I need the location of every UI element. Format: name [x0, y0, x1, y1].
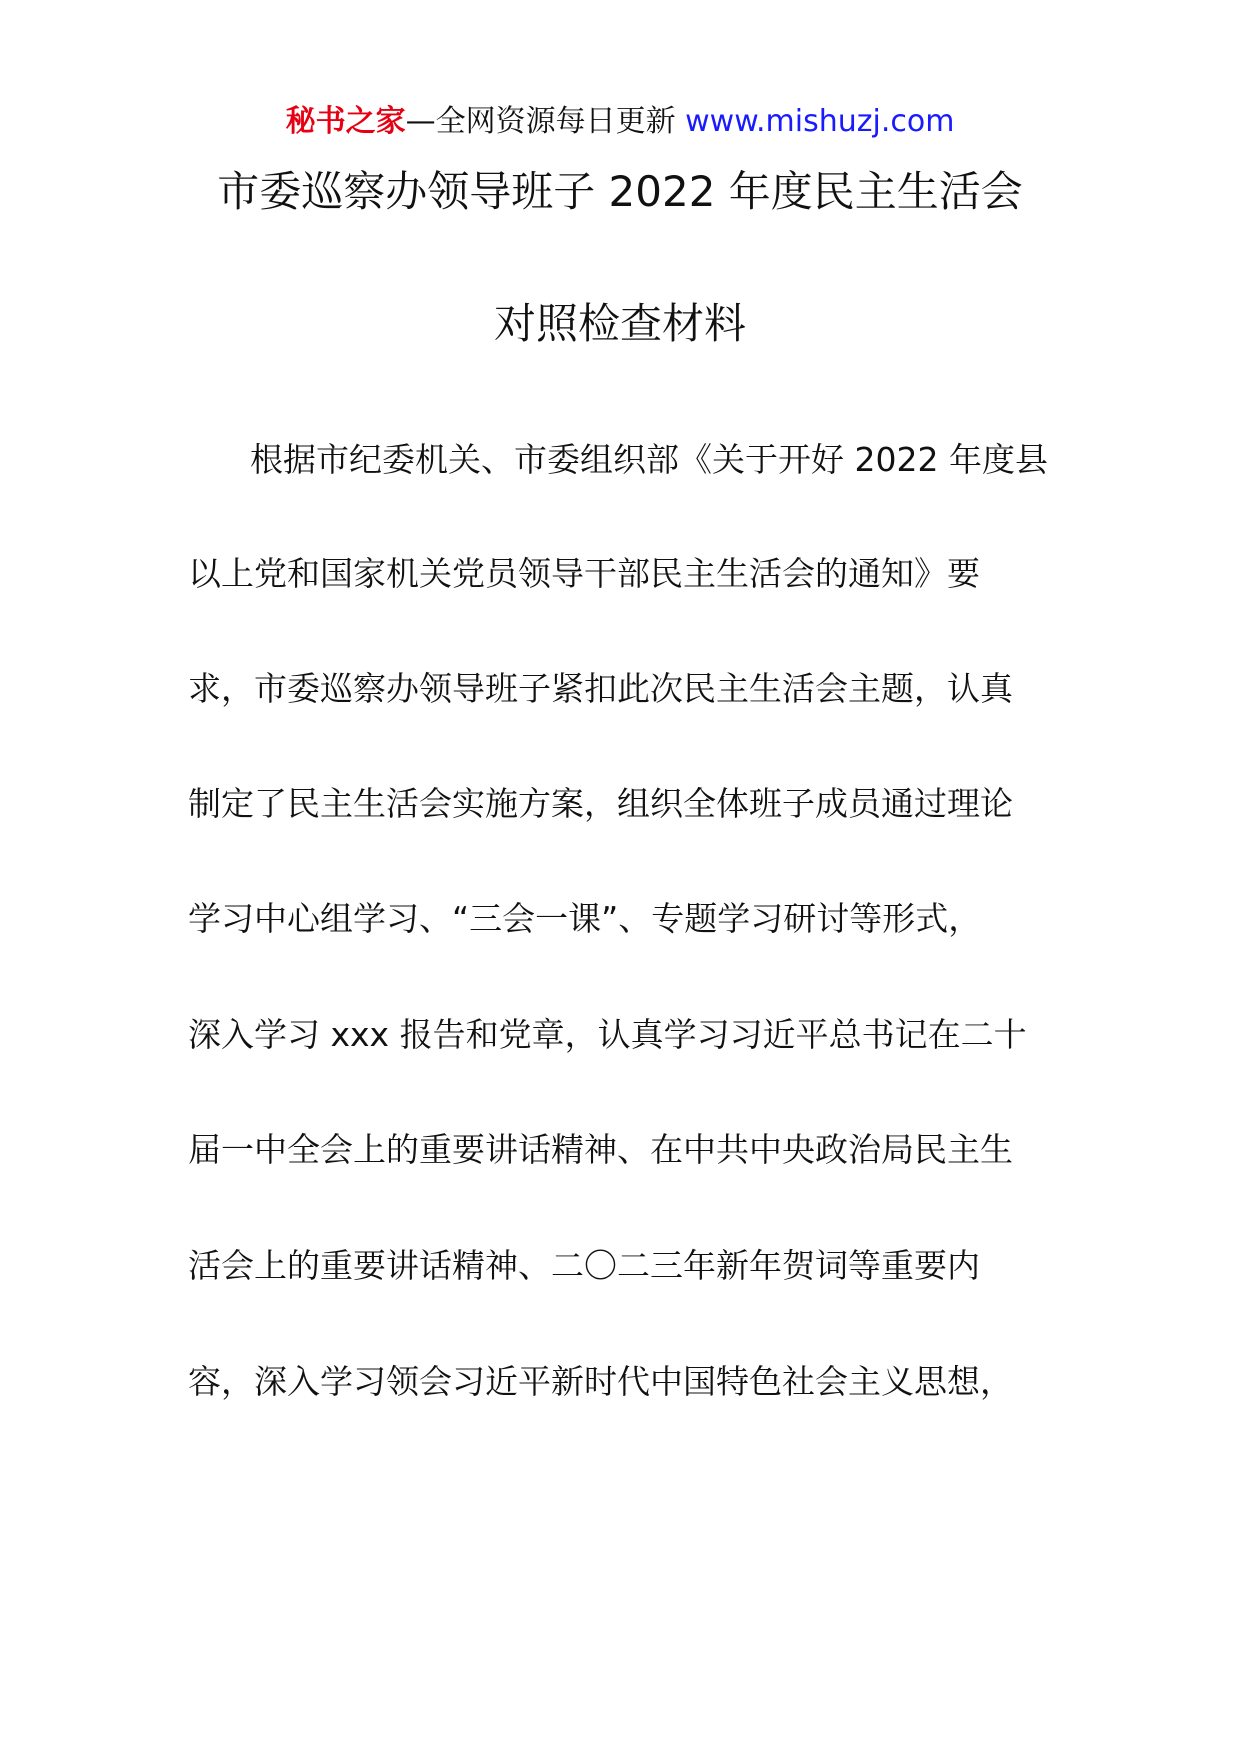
watermark-header — [0, 102, 1240, 142]
body-line-1: 根据市纪委机关、市委组织部《关于开好 2022 年度县 — [250, 440, 1048, 479]
brand-tagline: —全网资源每日更新 — [405, 104, 686, 139]
body-line-7: 届一中全会上的重要讲话精神、在中共中央政治局民主生 — [188, 1130, 1013, 1169]
document-title-line-2: 对照检查材料 — [493, 299, 746, 348]
body-line-4: 制定了民主生活会实施方案，组织全体班子成员通过理论 — [188, 784, 1013, 823]
body-line-8: 活会上的重要讲话精神、二〇二三年新年贺词等重要内 — [188, 1246, 980, 1285]
body-line-2: 以上党和国家机关党员领导干部民主生活会的通知》要 — [188, 554, 980, 593]
document-title-line-1: 市委巡察办领导班子 2022 年度民主生活会 — [217, 167, 1023, 216]
brand-name: 秘书之家 — [285, 104, 406, 139]
body-line-3: 求，市委巡察办领导班子紧扣此次民主生活会主题，认真 — [188, 669, 1013, 708]
body-line-5: 学习中心组学习、“三会一课”、专题学习研讨等形式， — [188, 899, 982, 938]
body-line-6: 深入学习 xxx 报告和党章，认真学习习近平总书记在二十 — [188, 1015, 1027, 1054]
site-url: www.mishuzj.com — [685, 104, 955, 139]
body-line-9: 容，深入学习领会习近平新时代中国特色社会主义思想， — [188, 1362, 1013, 1401]
